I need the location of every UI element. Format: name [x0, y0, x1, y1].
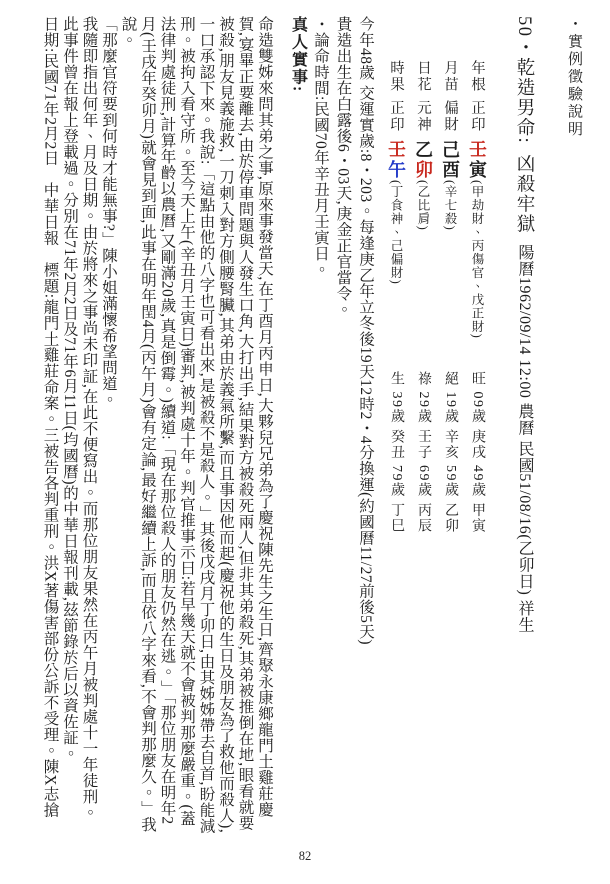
- pillar-year: [464, 16, 491, 834]
- pillar-month-label: 月苗: [442, 60, 458, 93]
- birth-datetime: 陽曆1962/09/14 12:00 農曆 民國51/08/16(乙卯日) 祥生: [516, 244, 533, 634]
- pillar-year-main: [464, 60, 490, 339]
- pillar-hour-god: 正印: [388, 100, 404, 133]
- pillar-month-hidden-stems: (辛七殺): [443, 180, 457, 231]
- pillar-month-stem: 己: [440, 140, 460, 160]
- pillar-hour-label: 時果: [388, 60, 404, 93]
- pillar-month-god: 偏財: [442, 100, 458, 133]
- story-paragraph-2: 「那麼官符要到何時才能無事?」陳小姐滿懷希望問道。: [100, 16, 117, 408]
- pillar-month-branch: 酉: [440, 160, 460, 180]
- pillar-month-main: [437, 60, 463, 231]
- pillar-hour-stem: 壬: [386, 140, 406, 160]
- pillar-day-god: 元神: [415, 100, 431, 133]
- pillar-month: [437, 16, 464, 834]
- pillar-month-luck-cycle: 絕 19歲 辛亥 59歲 乙卯: [443, 371, 458, 534]
- pillar-day-stem: 乙: [413, 140, 433, 160]
- pillar-hour-main: [383, 60, 409, 285]
- pillar-year-branch: 寅: [467, 160, 487, 180]
- vertical-text-area: [28, 16, 584, 834]
- page-number: 82: [298, 849, 312, 863]
- consult-time-note: ・論命時間:民國70年辛丑月壬寅日。: [312, 16, 329, 278]
- pillar-day-branch: 卯: [413, 160, 433, 180]
- pillar-year-god: 正印: [469, 100, 485, 133]
- pillar-day-luck-cycle: 祿 29歲 壬子 69歲 丙辰: [416, 371, 431, 534]
- season-note: 貴造出生在白露後6・03天,庚金正官當令。: [334, 16, 352, 318]
- luck-change-note: 今年48歲 交運實歲:8・203。每逢庚乙年立冬後19天12時2・4分換運(約國曆11/27前後5天): [357, 16, 374, 645]
- case-number-title: 50・乾造男命:: [514, 16, 534, 145]
- case-title: [511, 16, 537, 834]
- pillar-hour-luck-cycle: 生 39歲 癸丑 79歲 丁巳: [389, 371, 404, 534]
- case-verdict-label: 凶殺牢獄: [514, 154, 534, 235]
- pillar-hour-hidden-stems: (丁食神、己偏財): [389, 180, 403, 285]
- pillar-year-hidden-stems: (甲劫財、丙傷官、戊正財): [470, 180, 484, 339]
- pillar-day-label: 日花: [415, 60, 431, 93]
- story-paragraph-3: 我隨即指出何年、月及日期。由於將來之事尚未印証,在此不便寫出。而那位朋友果然在丙午月被判處十一年徒刑。此事件曾在報上登載過。分別在71年2月2日及71年6月11日(均國曆)的中華日報刊載,茲節錄於后以資佐証。: [61, 16, 98, 821]
- four-pillars-chart: [383, 16, 491, 834]
- pillar-day-main: [410, 60, 436, 231]
- story-paragraph-4: 日期:民國71年2月2日 中華日報 標題:龍門土雞莊命案。三被告各判重刑。洪X著傷害部份公訴不受理。陳X志搶: [41, 16, 59, 818]
- pillar-hour: [383, 16, 410, 834]
- pillar-year-luck-cycle: 旺 09歲 庚戌 49歲 甲寅: [470, 371, 485, 534]
- pillar-year-label: 年根: [469, 60, 485, 93]
- story-paragraph-1: 命造雙姊來問其弟之事,原來事發當天,在丁酉月丙申日,大夥兒兄弟為了慶祝陳先生之生日,齊聚永康鄉龍門土雞莊慶賀,宴畢正要離去,由於停車問題與人發生口角,大打出手,結果對方被殺死兩人,但非其弟殺死,其弟被推倒在地,眼看就要被殺,朋友見義施救,一刀刺入對方側腰腎臟,其弟由於義氣所繫,而且事因他而起(慶祝他的生日及朋友為了救他而殺人),一口承認下來。我說:「這點由他的八字也可看出來,是被殺不是殺人。」其後戊戌月丁卯日,由其姊姊帶去自首,盼能減刑。被拘入看守所。至今天上午(辛丑月壬寅日)審判,被判處十年。判官推事示曰:若早幾天就不會被判那麼嚴重。(蓋法律判處徒刑,計算年齡以農曆,又剛滿20歲,真是倒霉。)續道:「現在那位殺人的朋友仍然在逃。」「那位朋友在明年2月(壬戌年癸卯月)就會見到面,此事在明年閏4月(丙午月)會有定論,最好繼續上訴,而且依八字來看,不會判那麼久。」我說。: [119, 16, 273, 834]
- story-heading: 真人實事:: [289, 16, 307, 93]
- pillar-hour-branch: 午: [386, 160, 406, 180]
- pillar-day-hidden-stems: (乙比肩): [416, 180, 430, 231]
- pillar-day: [410, 16, 437, 834]
- section-header: ・實例徵驗說明: [566, 16, 582, 139]
- pillar-year-stem: 壬: [467, 140, 487, 160]
